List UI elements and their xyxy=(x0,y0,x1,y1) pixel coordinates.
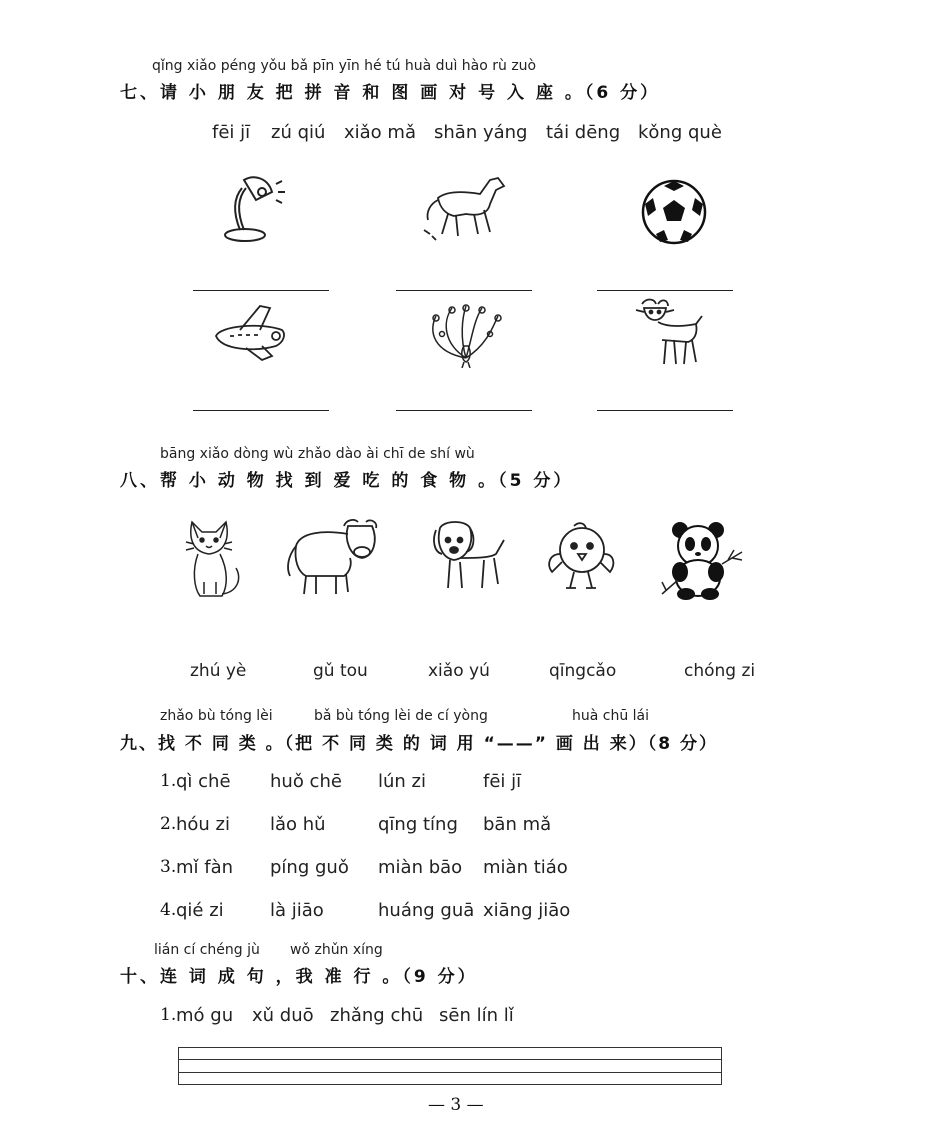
row-number: 1. xyxy=(160,1005,177,1025)
q9-pinyin: zhǎo bù tóng lèi xyxy=(160,708,273,724)
q9-title: 九、找 不 同 类 。（把 不 同 类 的 词 用 “——” 画 出 来）（8 分） xyxy=(120,734,718,754)
answer-line[interactable] xyxy=(193,410,329,411)
q9-pinyin: huà chū lái xyxy=(572,708,650,724)
q7-option: shān yáng xyxy=(434,122,528,143)
answer-line[interactable] xyxy=(597,410,733,411)
panda-picture xyxy=(658,520,744,602)
word[interactable]: xiāng jiāo xyxy=(483,900,571,921)
food-option: xiǎo yú xyxy=(428,661,490,681)
answer-line[interactable] xyxy=(396,410,532,411)
q7-title: 七、请 小 朋 友 把 拼 音 和 图 画 对 号 入 座 。（6 分） xyxy=(120,83,661,103)
peacock-picture xyxy=(424,302,508,368)
horse-picture xyxy=(418,170,510,245)
writing-rule xyxy=(179,1072,721,1073)
word: mó gu xyxy=(176,1005,234,1026)
word[interactable]: bān mǎ xyxy=(483,814,552,835)
food-option: zhú yè xyxy=(190,661,247,681)
page-number: — 3 — xyxy=(428,1095,484,1115)
word[interactable]: lǎo hǔ xyxy=(270,814,326,835)
word[interactable]: qīng tíng xyxy=(378,814,458,835)
q10-pinyin: wǒ zhǔn xíng xyxy=(290,942,383,958)
chick-picture xyxy=(544,520,616,592)
food-option: qīngcǎo xyxy=(549,661,617,681)
sentence-writing-box[interactable] xyxy=(178,1047,722,1085)
answer-line[interactable] xyxy=(193,290,329,291)
q7-option: kǒng què xyxy=(638,122,722,143)
word[interactable]: qié zi xyxy=(176,900,224,921)
answer-line[interactable] xyxy=(597,290,733,291)
word[interactable]: huǒ chē xyxy=(270,771,342,792)
cat-picture xyxy=(184,516,244,600)
food-option: chóng zi xyxy=(684,661,756,681)
cow-picture xyxy=(284,516,380,596)
airplane-picture xyxy=(210,300,290,365)
desk-lamp-picture xyxy=(210,170,290,245)
word[interactable]: miàn tiáo xyxy=(483,857,568,878)
goat-picture xyxy=(628,294,708,368)
row-number: 2. xyxy=(160,814,177,834)
word[interactable]: mǐ fàn xyxy=(176,857,234,878)
q10-pinyin: lián cí chéng jù xyxy=(154,942,260,958)
q8-title: 八、帮 小 动 物 找 到 爱 吃 的 食 物 。（5 分） xyxy=(120,471,574,491)
food-option: gǔ tou xyxy=(313,661,368,681)
q8-pinyin: bāng xiǎo dòng wù zhǎo dào ài chī de shí wù xyxy=(160,446,475,462)
q7-option: tái dēng xyxy=(546,122,621,143)
word: xǔ duō xyxy=(252,1005,314,1026)
dog-picture xyxy=(430,518,510,594)
word[interactable]: hóu zi xyxy=(176,814,230,835)
row-number: 3. xyxy=(160,857,177,877)
word[interactable]: lún zi xyxy=(378,771,426,792)
word[interactable]: miàn bāo xyxy=(378,857,463,878)
soccer-ball-picture xyxy=(640,178,708,246)
row-number: 4. xyxy=(160,900,177,920)
q9-pinyin: bǎ bù tóng lèi de cí yòng xyxy=(314,708,488,724)
q7-option: fēi jī xyxy=(212,122,251,143)
word[interactable]: píng guǒ xyxy=(270,857,349,878)
q7-option: zú qiú xyxy=(271,122,326,143)
word: sēn lín lǐ xyxy=(439,1005,514,1026)
word[interactable]: là jiāo xyxy=(270,900,324,921)
q10-title: 十、连 词 成 句 ，我 准 行 。（9 分） xyxy=(120,967,478,987)
row-number: 1. xyxy=(160,771,177,791)
writing-rule xyxy=(179,1059,721,1060)
q7-option: xiǎo mǎ xyxy=(344,122,416,143)
word[interactable]: fēi jī xyxy=(483,771,522,792)
q7-pinyin: qǐng xiǎo péng yǒu bǎ pīn yīn hé tú huà duì hào rù zuò xyxy=(152,58,537,74)
word[interactable]: qì chē xyxy=(176,771,231,792)
answer-line[interactable] xyxy=(396,290,532,291)
word: zhǎng chū xyxy=(330,1005,424,1026)
word[interactable]: huáng guā xyxy=(378,900,475,921)
